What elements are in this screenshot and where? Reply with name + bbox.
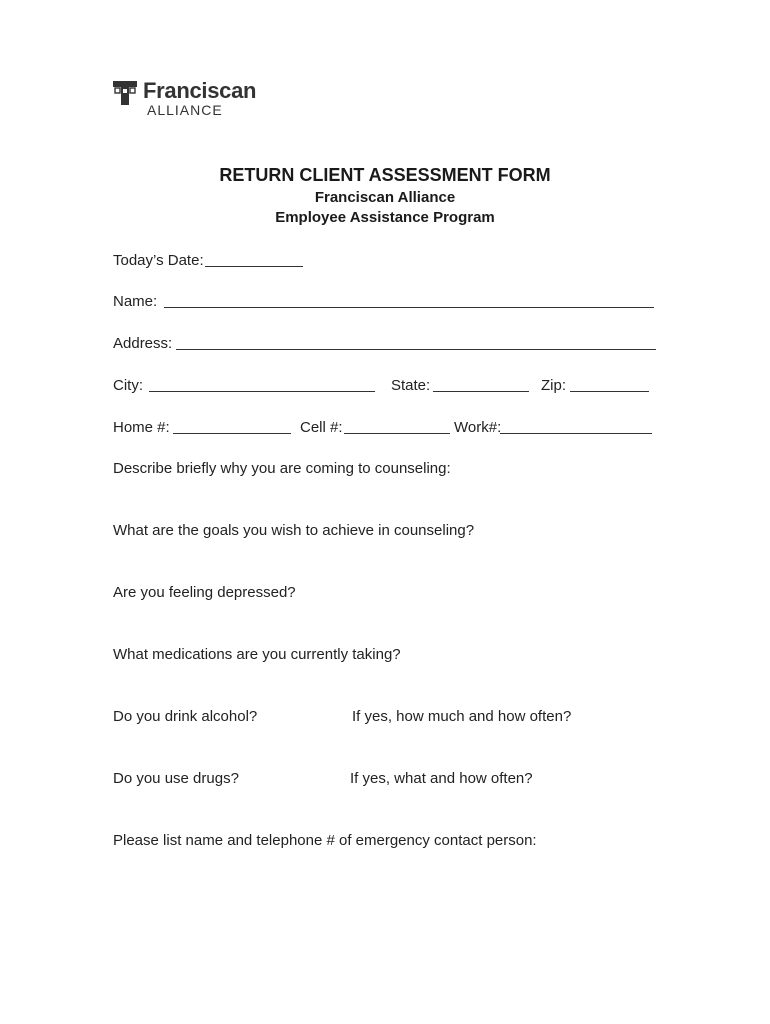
work-phone-field[interactable] bbox=[500, 419, 652, 434]
name-label: Name: bbox=[113, 293, 158, 310]
home-phone-field[interactable] bbox=[173, 419, 291, 434]
franciscan-logo bbox=[112, 78, 272, 122]
logo-subtitle: ALLIANCE bbox=[147, 102, 223, 118]
logo-name: Franciscan bbox=[143, 78, 257, 103]
question-drug-details: If yes, what and how often? bbox=[350, 770, 533, 787]
question-emergency-contact: Please list name and telephone # of emergency contact person: bbox=[113, 832, 537, 849]
address-label: Address: bbox=[113, 335, 173, 352]
question-counseling-goals: What are the goals you wish to achieve in counseling? bbox=[113, 522, 475, 539]
city-field[interactable] bbox=[149, 377, 375, 392]
question-reason-for-counseling: Describe briefly why you are coming to counseling: bbox=[113, 460, 451, 477]
city-label: City: bbox=[113, 377, 143, 394]
question-drink-alcohol: Do you drink alcohol? bbox=[113, 708, 258, 725]
home-phone-label: Home #: bbox=[113, 419, 170, 436]
franciscan-cross-icon bbox=[112, 80, 138, 106]
zip-label: Zip: bbox=[541, 377, 567, 394]
form-subtitle-program: Employee Assistance Program bbox=[275, 209, 495, 226]
question-feeling-depressed: Are you feeling depressed? bbox=[113, 584, 296, 601]
cell-phone-label: Cell #: bbox=[300, 419, 343, 436]
form-subtitle-organization: Franciscan Alliance bbox=[314, 189, 456, 206]
question-current-medications: What medications are you currently taking? bbox=[113, 646, 401, 663]
todays-date-field[interactable] bbox=[205, 252, 303, 267]
todays-date-label: Today’s Date: bbox=[113, 252, 204, 269]
zip-field[interactable] bbox=[570, 377, 649, 392]
address-field[interactable] bbox=[176, 335, 656, 350]
city-state-zip-row bbox=[113, 377, 658, 397]
question-alcohol-amount: If yes, how much and how often? bbox=[352, 708, 572, 725]
phone-row bbox=[113, 419, 658, 439]
work-phone-label: Work#: bbox=[454, 419, 502, 436]
todays-date-row bbox=[113, 252, 673, 272]
question-use-drugs: Do you use drugs? bbox=[113, 770, 239, 787]
name-field[interactable] bbox=[164, 293, 654, 308]
form-title: RETURN CLIENT ASSESSMENT FORM bbox=[219, 165, 551, 185]
state-label: State: bbox=[391, 377, 431, 394]
name-row bbox=[113, 293, 658, 313]
address-row bbox=[113, 335, 658, 355]
state-field[interactable] bbox=[433, 377, 529, 392]
cell-phone-field[interactable] bbox=[344, 419, 450, 434]
